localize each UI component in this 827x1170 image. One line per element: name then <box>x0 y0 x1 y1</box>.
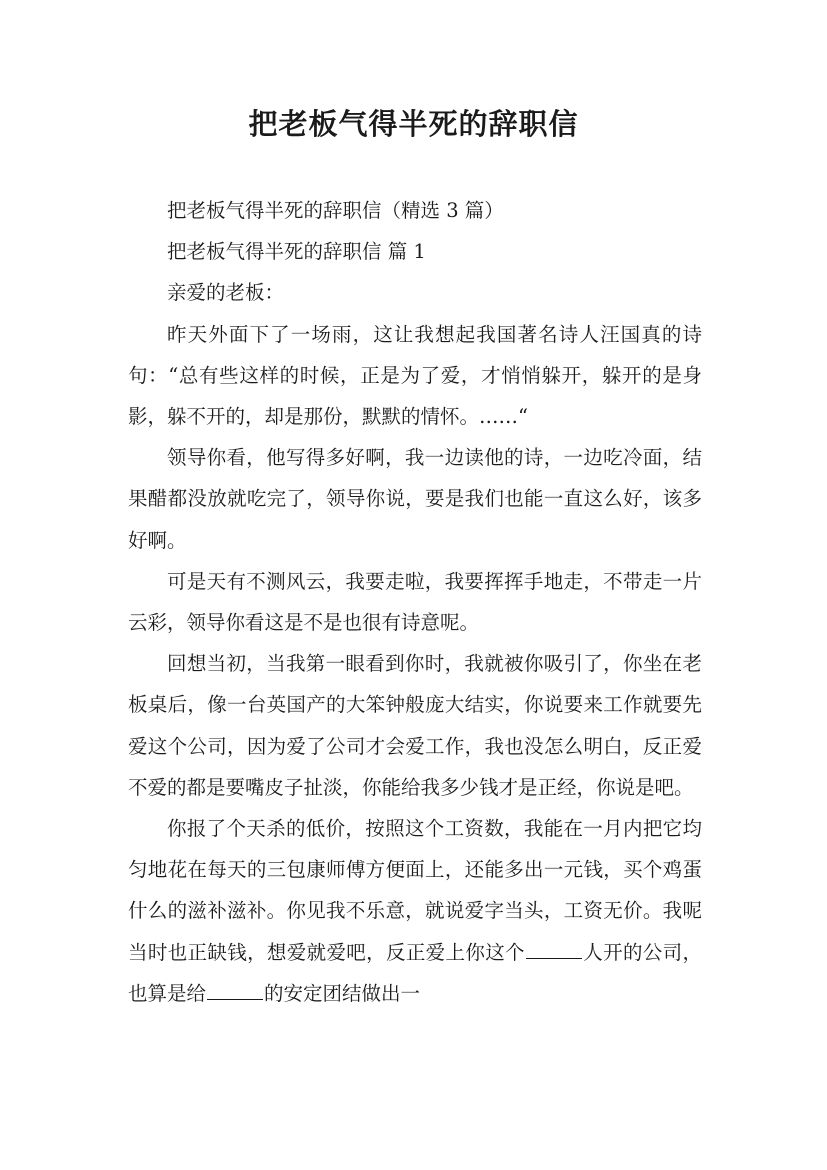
paragraph: 回想当初，当我第一眼看到你时，我就被你吸引了，你坐在老板桌后，像一台英国产的大笨钟般庞大结实，你说要来工作就要先爱这个公司，因为爱了公司才会爱工作，我也没怎么明白，反正爱不爱的都是要嘴皮子扯淡，你能给我多少钱才是正经，你说是吧。 <box>128 652 702 799</box>
paragraph-text: 人开的公司，也算是给 <box>128 940 702 1005</box>
paragraph: 昨天外面下了一场雨，这让我想起我国著名诗人汪国真的诗句：“总有些这样的时候，正是为了爱，才悄悄躲开，躲开的是身影，躲不开的，却是那份，默默的情怀。……“ <box>128 322 702 429</box>
paragraph-text: 你报了个天杀的低价，按照这个工资数，我能在一月内把它均匀地花在每天的三包康师傅方便面上，还能多出一元钱，买个鸡蛋什么的滋补滋补。你见我不乐意，就说爱字当头，工资无价。我呢当时也正缺钱，想爱就爱吧，反正爱上你这个 <box>128 817 702 964</box>
salutation: 亲爱的老板： <box>167 281 285 305</box>
subtitle-line: 把老板气得半死的辞职信（精选 3 篇） <box>167 199 504 222</box>
section-heading: 把老板气得半死的辞职信 篇 1 <box>167 240 426 264</box>
paragraph-with-blanks <box>128 808 702 1014</box>
paragraph-text: 的安定团结做出一 <box>264 981 421 1005</box>
document-title: 把老板气得半死的辞职信 <box>248 107 579 141</box>
fill-in-blank <box>207 978 263 999</box>
fill-in-blank <box>526 937 582 958</box>
paragraph: 可是天有不测风云，我要走啦，我要挥挥手地走，不带走一片云彩，领导你看这是不是也很有诗意呢。 <box>128 569 702 635</box>
document-body <box>128 190 702 1014</box>
paragraph: 领导你看，他写得多好啊，我一边读他的诗，一边吃冷面，结果醋都没放就吃完了，领导你说，要是我们也能一直这么好，该多好啊。 <box>128 446 702 552</box>
